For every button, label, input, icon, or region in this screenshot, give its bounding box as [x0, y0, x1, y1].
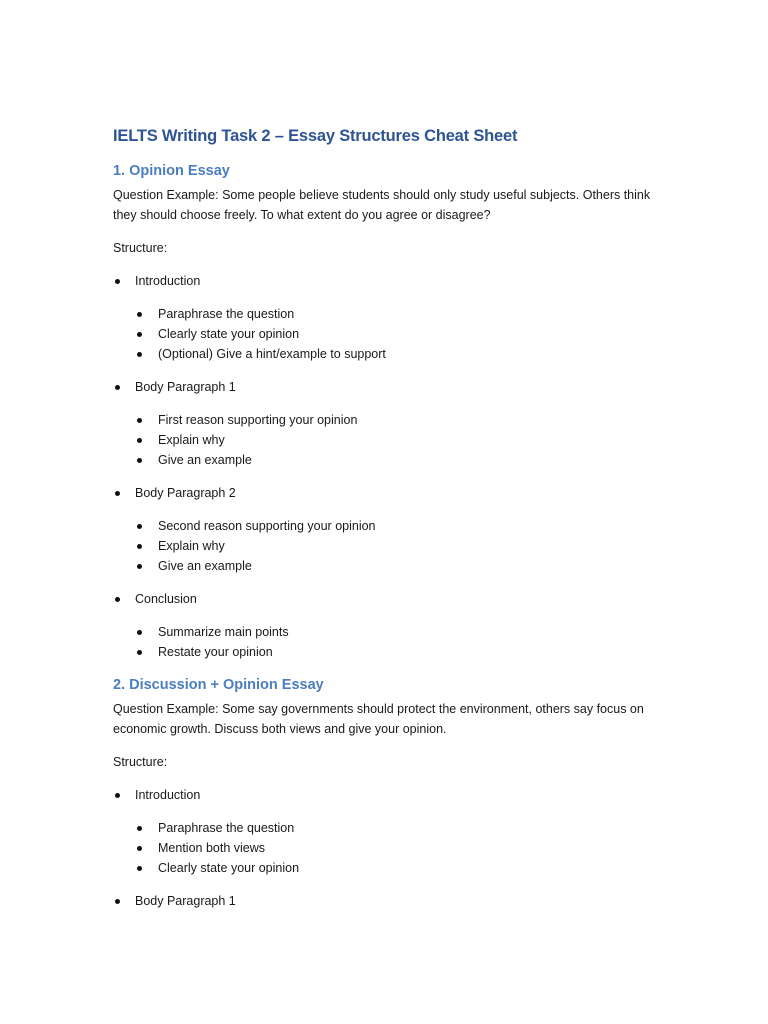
structure-subitems: [113, 304, 673, 364]
structure-subitems: [113, 818, 673, 878]
document-title: IELTS Writing Task 2 – Essay Structures Cheat Sheet: [113, 127, 518, 145]
structure-subitems: [113, 516, 673, 576]
structure-subitem: Paraphrase the question: [113, 818, 673, 838]
structure-subitem: Clearly state your opinion: [113, 324, 673, 344]
structure-subitems: [113, 410, 673, 470]
essay-section: [113, 675, 673, 911]
structure-subitem: Paraphrase the question: [113, 304, 673, 324]
structure-subitem: Clearly state your opinion: [113, 858, 673, 878]
structure-subitems: [113, 622, 673, 662]
essay-section: [113, 161, 673, 662]
structure-subitem: Restate your opinion: [113, 642, 673, 662]
structure-subitem: Second reason supporting your opinion: [113, 516, 673, 536]
question-example: Question Example: Some people believe students should only study useful subjects. Others think they should choose freely. To what extent do you agree or disagree?: [113, 188, 651, 222]
structure-subitem: Explain why: [113, 430, 673, 450]
structure-item: Conclusion: [113, 589, 673, 609]
structure-subitem: (Optional) Give a hint/example to support: [113, 344, 673, 364]
structure-label: Structure:: [113, 755, 168, 769]
question-example: Question Example: Some say governments should protect the environment, others say focus on economic growth. Discuss both views and give your opinion.: [113, 702, 644, 736]
structure-subitem: Mention both views: [113, 838, 673, 858]
section-heading: 1. Opinion Essay: [113, 163, 230, 179]
structure-subitem: Give an example: [113, 556, 673, 576]
document-page: [113, 125, 673, 924]
section-heading: 2. Discussion + Opinion Essay: [113, 677, 324, 693]
structure-item: Body Paragraph 1: [113, 891, 673, 911]
structure-subitem: Give an example: [113, 450, 673, 470]
structure-subitem: Explain why: [113, 536, 673, 556]
structure-item: Introduction: [113, 785, 673, 805]
structure-label: Structure:: [113, 241, 168, 255]
structure-item: Body Paragraph 2: [113, 483, 673, 503]
structure-subitem: First reason supporting your opinion: [113, 410, 673, 430]
structure-item: Body Paragraph 1: [113, 377, 673, 397]
structure-subitem: Summarize main points: [113, 622, 673, 642]
sections-container: [113, 161, 673, 911]
structure-item: Introduction: [113, 271, 673, 291]
